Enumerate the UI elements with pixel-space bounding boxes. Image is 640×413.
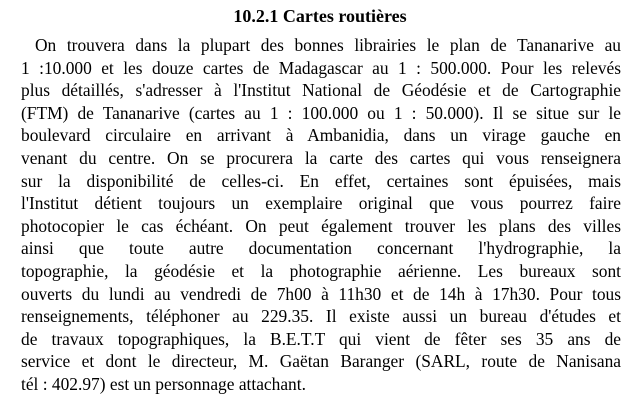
paragraph-line: service et dont le directeur, M. Gaëtan Baranger (SARL, route de Nanisana	[21, 351, 621, 372]
paragraph-line: boulevard circulaire en arrivant à Ambanidia, dans un virage gauche en	[21, 125, 621, 146]
paragraph-line: tél : 402.97) est un personnage attachant.	[21, 373, 306, 394]
paragraph-line: 1 :10.000 et les douze cartes de Madagascar au 1 : 500.000. Pour les relevés	[21, 57, 621, 78]
paragraph-line: (FTM) de Tananarive (cartes au 1 : 100.000 ou 1 : 50.000). Il se situe sur le	[21, 102, 621, 123]
paragraph-line: ouverts du lundi au vendredi de 7h00 à 11h30 et de 14h à 17h30. Pour tous	[21, 283, 621, 304]
paragraph-line: plus détaillés, s'adresser à l'Institut National de Géodésie et de Cartographie	[21, 80, 621, 101]
paragraph-line: photocopier le cas échéant. On peut également trouver les plans des villes	[21, 215, 621, 236]
body-paragraph	[21, 34, 621, 396]
paragraph-line: ainsi que toute autre documentation concernant l'hydrographie, la	[21, 238, 621, 259]
paragraph-line: sur la disponibilité de celles-ci. En effet, certaines sont épuisées, mais	[21, 170, 621, 191]
section-heading: 10.2.1 Cartes routières	[233, 6, 407, 26]
paragraph-line: de travaux topographiques, la B.E.T.T qui vient de fêter ses 35 ans de	[21, 328, 621, 349]
paragraph-line: On trouvera dans la plupart des bonnes librairies le plan de Tananarive au	[35, 35, 621, 55]
paragraph-line: l'Institut détient toujours un exemplaire original que vous pourrez faire	[21, 193, 621, 214]
paragraph-line: renseignements, téléphoner au 229.35. Il existe aussi un bureau d'études et	[21, 306, 621, 327]
paragraph-line: venant du centre. On se procurera la carte des cartes qui vous renseignera	[21, 147, 621, 168]
paragraph-line: topographie, la géodésie et la photographie aérienne. Les bureaux sont	[21, 260, 621, 281]
